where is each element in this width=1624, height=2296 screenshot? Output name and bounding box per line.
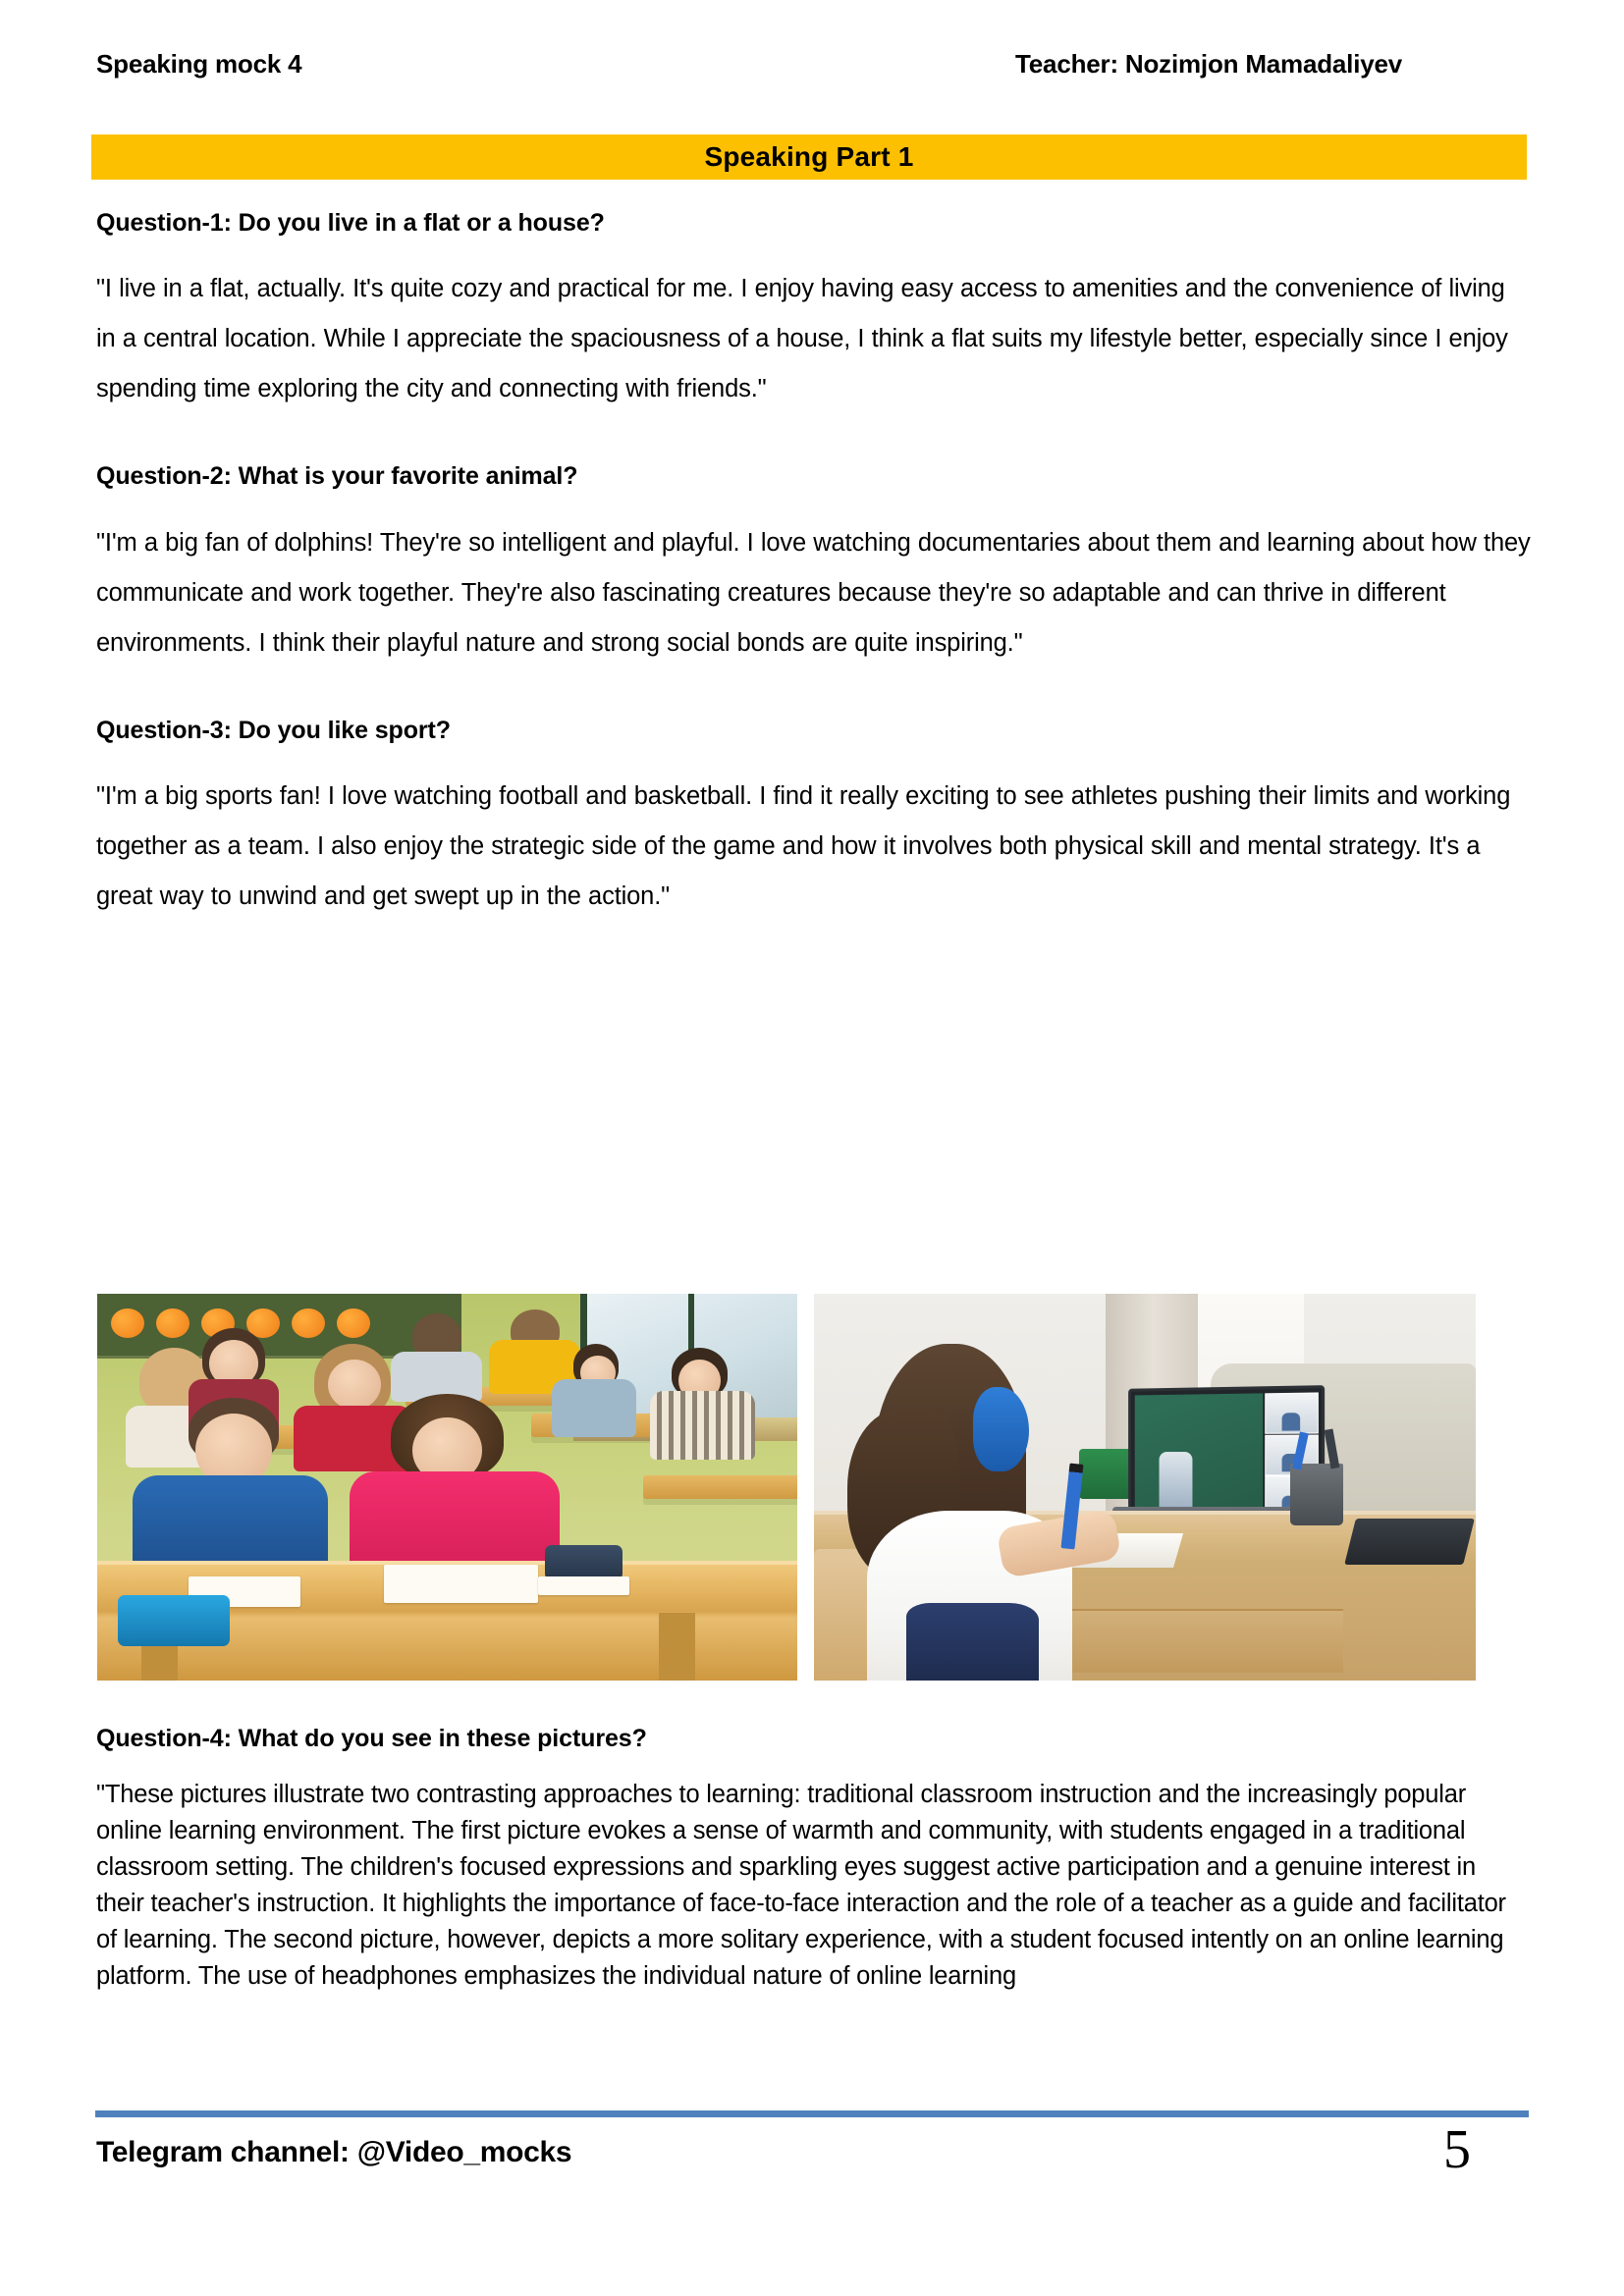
student-head [328,1360,380,1410]
question-1-heading: Question-1: Do you live in a flat or a house? [96,209,605,237]
student-body [552,1379,636,1437]
footer-divider [95,2110,1529,2117]
pumpkin-decorations [111,1298,447,1348]
headphones-icon [973,1387,1029,1472]
pencil-case [545,1545,622,1579]
pencil-cup [1290,1464,1343,1525]
student-body [650,1391,755,1461]
desk-drawer [1053,1609,1344,1673]
answer-4-text: "These pictures illustrate two contrasting approaches to learning: traditional classroom instruction and the increasingly popular online learning environment. The first picture evokes a sense of warmth and community, with students engaged in a traditional classroom setting. The children's focused expressions and sparkling eyes suggest active participation and a genuine interest in their teacher's instruction. It highlights the importance of face-to-face interaction and the role of a teacher as a guide and facilitator of learning. The second picture, however, depicts a more solitary experience, with a student focused intently on an online learning platform. The use of headphones emphasizes the individual nature of online learning [96,1781,1506,1990]
page-footer [96,2119,1530,2180]
header-title-left: Speaking mock 4 [96,49,302,79]
stacked-books [538,1576,629,1596]
green-object [1079,1449,1132,1499]
question-4-block [96,1725,1532,1995]
answer-2-text: "I'm a big fan of dolphins! They're so intelligent and playful. I love watching documentaries about them and learning about how they communicate and work together. They're also fascinating creatures because they're so adaptable and can thrive in different environments. I think their playful nature and strong social bonds are quite inspiring." [96,528,1531,657]
online-learning-photo [814,1294,1476,1681]
classroom-photo [97,1294,797,1681]
girl-overalls [906,1603,1039,1681]
answer-1-text: "I live in a flat, actually. It's quite cozy and practical for me. I enjoy having easy access to amenities and the convenience of living in a central location. While I appreciate the spaciousness of a house, I think a flat suits my lifestyle better, especially since I enjoy spending time exploring the city and connecting with friends." [96,275,1508,403]
pencil-case [118,1595,230,1645]
figure-row [97,1294,1476,1681]
online-learning-scene [814,1294,1476,1681]
answer-3-text: "I'm a big sports fan! I love watching football and basketball. I find it really exciting to see athletes pushing their limits and working together as a team. I also enjoy the strategic side of the game and how it involves both physical skill and mental strategy. It's a great way to unwind and get swept up in the action." [96,781,1511,910]
open-book [384,1565,538,1603]
telegram-channel-label: Telegram channel: @Video_mocks [96,2136,572,2168]
section-banner-label: Speaking Part 1 [704,141,914,172]
content-body [96,196,1532,922]
question-3-heading: Question-3: Do you like sport? [96,716,451,744]
page-header [96,49,1528,80]
video-tile [1265,1392,1318,1433]
question-4-heading: Question-4: What do you see in these pictures? [96,1725,647,1752]
back-desk [643,1475,797,1499]
tablet-device [1344,1519,1475,1565]
video-main-teacher [1134,1393,1262,1514]
page-number: 5 [1443,2119,1471,2180]
classroom-scene [97,1294,797,1681]
section-banner [91,134,1527,180]
header-title-right: Teacher: Nozimjon Mamadaliyev [1015,49,1402,79]
question-2-heading: Question-2: What is your favorite animal? [96,462,578,491]
